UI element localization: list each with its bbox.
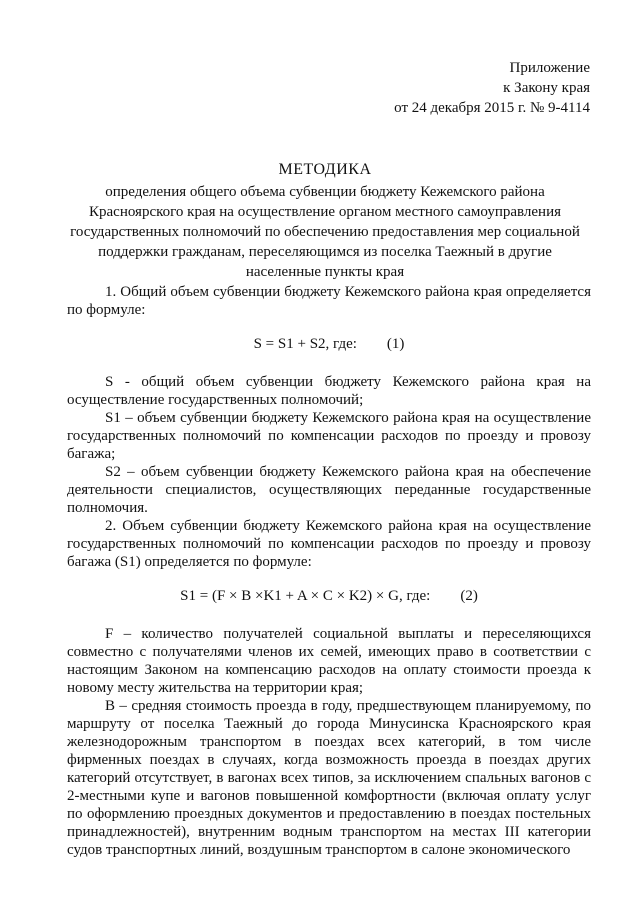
paragraph-1: 1. Общий объем субвенции бюджету Кежемского района края определяется по формуле: bbox=[67, 284, 591, 318]
paragraph-2: 2. Объем субвенции бюджету Кежемского района края на осуществление государственных полномочий по компенсации расходов по проезду и провозу багажа (S1) определяется по формуле: bbox=[67, 518, 591, 570]
subtitle-line: Красноярского края на осуществление органом местного самоуправления bbox=[89, 204, 561, 220]
document-body bbox=[67, 283, 591, 859]
subtitle-line: поддержки гражданам, переселяющимся из поселка Таежный в другие bbox=[98, 244, 552, 260]
title-block bbox=[60, 160, 590, 282]
definition-s2: S2 – объем субвенции бюджету Кежемского района края на обеспечение деятельности специалистов, осуществляющих переданные государственные полномочия. bbox=[67, 464, 591, 516]
formula-2 bbox=[67, 587, 591, 605]
appendix-line-1: Приложение bbox=[509, 60, 590, 76]
appendix-header bbox=[394, 58, 590, 118]
formula-1 bbox=[67, 335, 591, 353]
formula-1-expression: S = S1 + S2, где: bbox=[253, 336, 357, 352]
definition-s: S - общий объем субвенции бюджету Кежемского района края на осуществление государственных полномочий; bbox=[67, 374, 591, 408]
definition-f: F – количество получателей социальной выплаты и переселяющихся совместно с получателями членов их семей, имеющих право в соответствии с настоящим Законом на компенсацию расходов на оплату стоимости проезда к новому месту жительства на территории края; bbox=[67, 626, 591, 696]
subtitle-line: населенные пункты края bbox=[245, 264, 405, 280]
subtitle-line: определения общего объема субвенции бюджету Кежемского района bbox=[105, 184, 545, 200]
document-title: МЕТОДИКА bbox=[278, 161, 372, 178]
formula-2-number: (2) bbox=[460, 588, 478, 604]
subtitle-line: государственных полномочий по обеспечению предоставления мер социальной bbox=[70, 224, 580, 240]
formula-2-expression: S1 = (F × B ×K1 + A × C × K2) × G, где: bbox=[180, 588, 431, 604]
definition-s1: S1 – объем субвенции бюджету Кежемского района края на осуществление государственных полномочий по компенсации расходов по проезду и провозу багажа; bbox=[67, 410, 591, 462]
appendix-line-2: к Закону края bbox=[503, 80, 590, 96]
appendix-line-3: от 24 декабря 2015 г. № 9-4114 bbox=[394, 100, 590, 116]
formula-1-number: (1) bbox=[386, 336, 405, 352]
definition-b: B – средняя стоимость проезда в году, предшествующем планируемому, по маршруту от поселка Таежный до города Минусинска Красноярского края железнодорожным транспортом в поездах всех категорий, в том числе фирменных поездах в случаях, когда возможность проезда в поездах других категорий отсутствует, в вагонах всех типов, за исключением спальных вагонов с 2-местными купе и вагонов повышенной комфортности (включая оплату услуг по оформлению проездных документов и предоставлению в поездах постельных принадлежностей), внутренним водным транспортом на местах III категории судов транспортных линий, воздушным транспортом в салоне экономического bbox=[67, 698, 591, 858]
